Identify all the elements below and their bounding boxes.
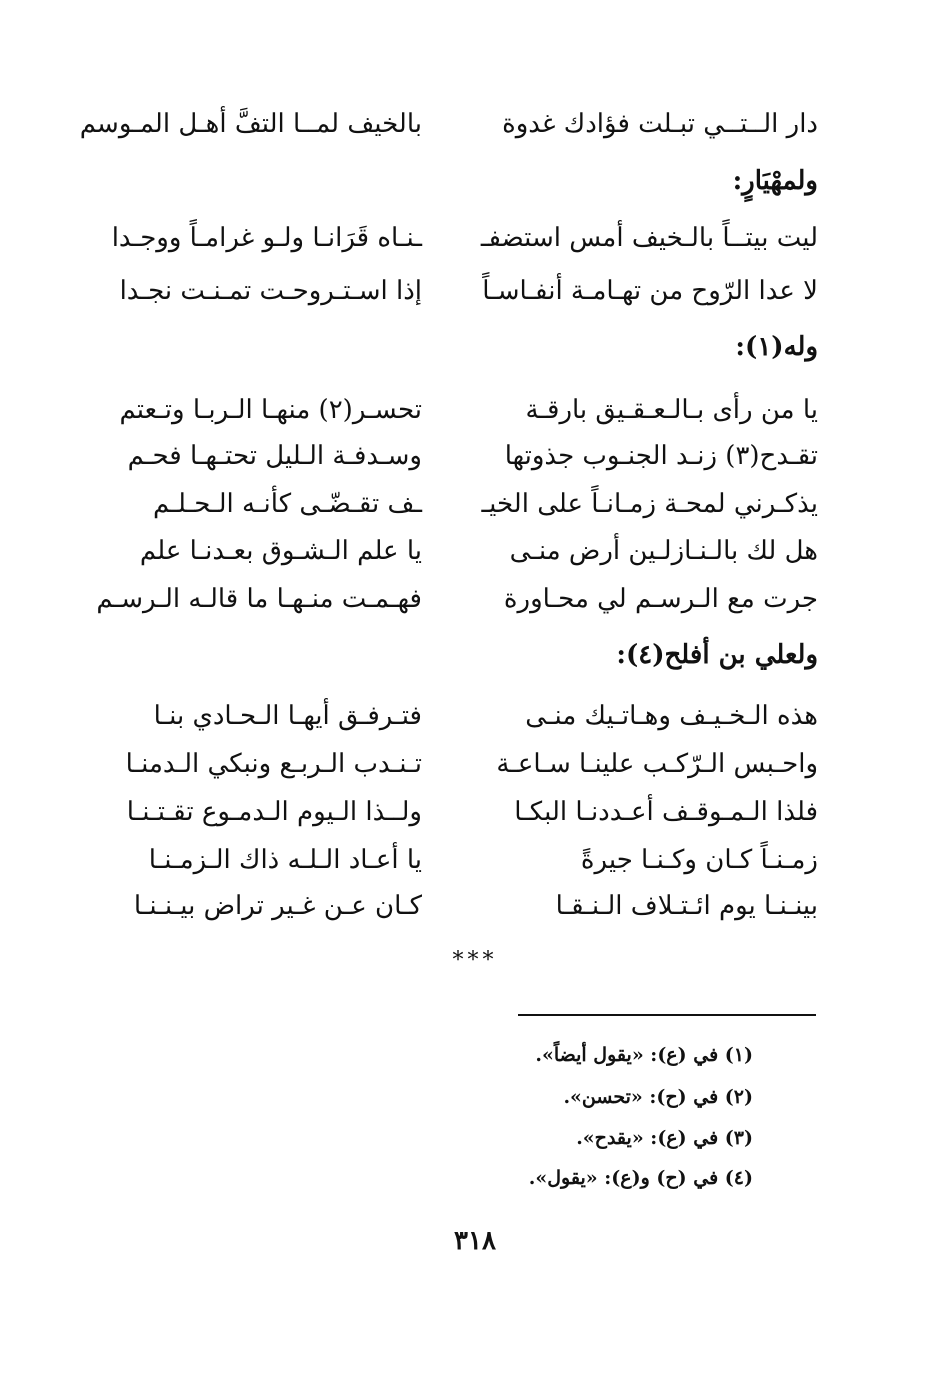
verse-hemistich-right: تقـدح(٣) زنـد الجنـوب جذوتها	[504, 441, 818, 471]
verse-hemistich-right: يذكـرني لمحـة زمـانـاً على الخيـ	[481, 489, 818, 519]
verse-hemistich-left: يا أعـاد الـلـه ذاك الـزمـنـا	[148, 845, 422, 875]
verse-hemistich-right: هل لك بالـنـازلـين أرض منـى	[509, 536, 818, 566]
verse-hemistich-left: فهـمـت منـهـا ما قالـه الـرسـم	[96, 584, 422, 614]
verse-hemistich-left: كـان عـن غـير تراض بيـنـنـا	[133, 891, 422, 921]
verse-hemistich-right: يا من رأى بـالـعـقـيق بارقـة	[525, 395, 818, 425]
verse-hemistich-right: واحـبس الـرّكـب علينـا سـاعـة	[496, 749, 818, 779]
verse-hemistich-right: لا عدا الرّوح من تهـامـة أنفـاسـاً	[482, 276, 818, 306]
verse-hemistich-right: فلذا الـمـوقـف أعـددنـا البكـا	[514, 797, 818, 827]
verse-hemistich-right: زمـنـاً كـان وكـنـا جيرةً	[580, 845, 818, 875]
verse-hemistich-right: جرت مع الـرسـم لي محـاورة	[503, 584, 818, 614]
footnote-rule	[518, 1014, 816, 1016]
verse-hemistich-left: ـف تقـضّـى كأنـه الـحـلـم	[153, 489, 422, 519]
footnote: (٤) في (ح) و(ع): «يقول».	[528, 1167, 753, 1189]
verse-hemistich-left: يا علم الـشـوق بعـدنـا علم	[139, 536, 422, 566]
verse-hemistich-left: تحسـر(٢) منهـا الـربـا وتـعتم	[119, 395, 422, 425]
poet-heading: وله(١):	[735, 332, 818, 362]
poet-heading: ولعلي بن أفلح(٤):	[616, 640, 818, 670]
verse-hemistich-left: ـنـاه قَرَانـا ولـو غرامـاً ووجـدا	[111, 223, 422, 253]
page-number: ٣١٨	[454, 1226, 496, 1256]
verse-hemistich-left: بالخيف لمــا التفَّ أهـل المـوسم	[79, 109, 422, 139]
poet-heading: ولمهْيَارٍ:	[732, 166, 818, 196]
verse-hemistich-left: تـنـدب الـربـع ونبكي الـدمنـا	[125, 749, 422, 779]
footnote: (٢) في (ح): «تحسن».	[563, 1086, 753, 1108]
verse-hemistich-right: دار الــتــي تبـلت فؤادك غدوة	[502, 109, 818, 139]
footnote: (١) في (ع): «يقول أيضاً».	[535, 1044, 753, 1066]
verse-hemistich-left: ولــذا الـيوم الـدمـوع تقـتـنـا	[126, 797, 422, 827]
verse-hemistich-left: وسـدفـة الـليل تحتـهـا فحـم	[127, 441, 422, 471]
verse-hemistich-left: إذا اسـتـروحـت تمـنـت نجـدا	[119, 276, 422, 306]
footnote: (٣) في (ع): «يقدح».	[576, 1127, 753, 1149]
verse-hemistich-left: فتـرفـق أيهـا الـحـادي بنـا	[153, 701, 422, 731]
verse-hemistich-right: بينـنـا يوم ائـتـلاف الـنـقـا	[555, 891, 818, 921]
verse-hemistich-right: ليت بيتــاً بالـخيف أمس استضفـ	[480, 223, 818, 253]
verse-hemistich-right: هذه الـخـيـف وهـاتـيك منـى	[525, 701, 818, 731]
section-separator: ***	[452, 948, 498, 973]
